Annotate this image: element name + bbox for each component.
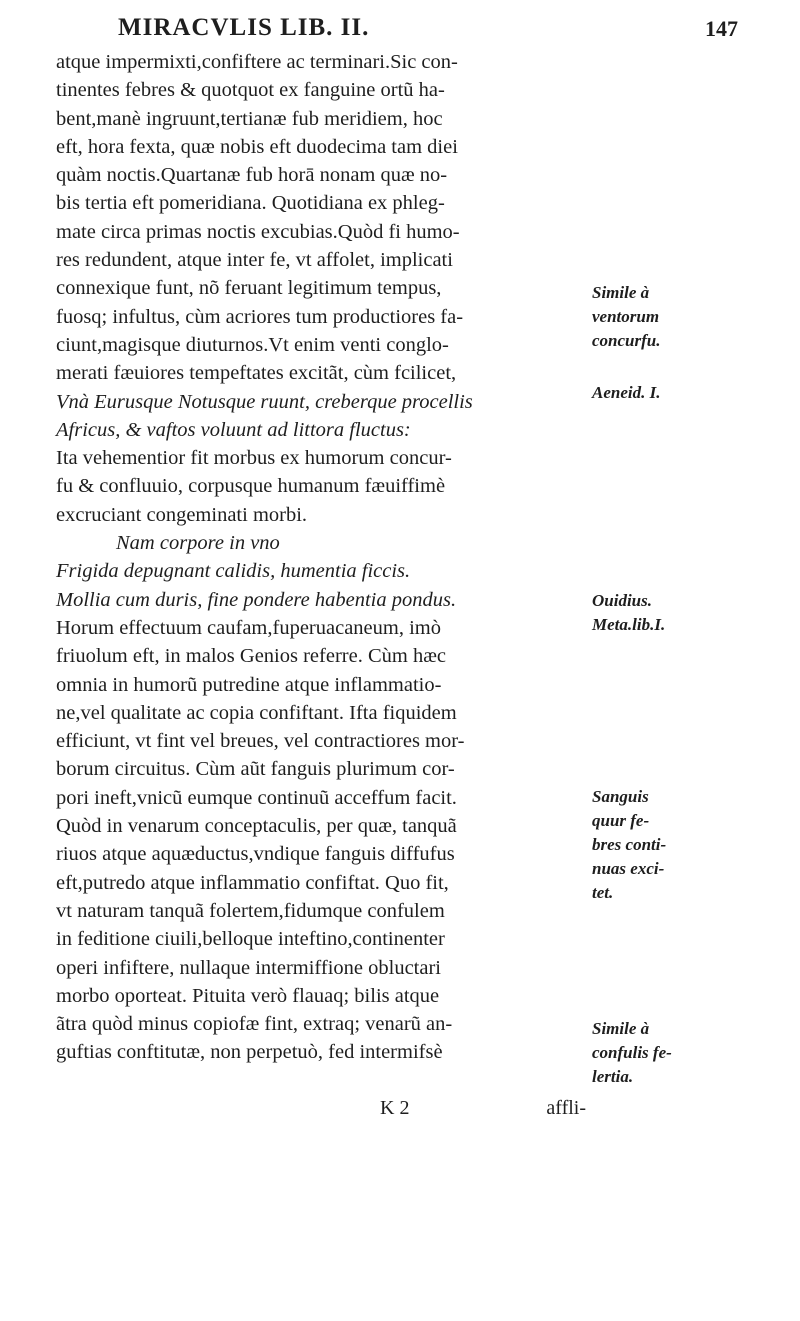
margin-note: bres conti- <box>592 835 667 854</box>
verse-line: Vnà Eurusque Notusque ruunt, creberque procellis <box>56 390 473 413</box>
text-line: bent,manè ingruunt,tertianæ fub meridiem, hoc <box>56 107 443 130</box>
text-line: vt naturam tanquã folertem,fidumque confulem <box>56 899 445 922</box>
margin-note: Ouidius. <box>592 591 652 610</box>
margin-note: ventorum <box>592 307 660 326</box>
text-line: eft,putredo atque inflammatio confiftat. Quo fit, <box>56 871 449 894</box>
margin-note: Simile à <box>592 1019 650 1038</box>
text-line: connexique funt, nõ feruant legitimum tempus, <box>56 277 442 300</box>
text-line: Horum effectuum caufam,fuperuacaneum, imò <box>56 616 441 639</box>
text-line: atque impermixti,confiftere ac terminari.Sic con- <box>56 51 458 73</box>
margin-note: lertia. <box>592 1067 634 1086</box>
margin-note: Aeneid. I. <box>592 383 661 402</box>
running-title: MIRACVLIS LIB. II. <box>118 14 370 41</box>
text-line: guftias conftitutæ, non perpetuò, fed intermifsè <box>56 1041 443 1064</box>
page-number: 147 <box>705 16 738 41</box>
signature-mark: K 2 <box>380 1097 410 1119</box>
text-line: eft, hora fexta, quæ nobis eft duodecima tam diei <box>56 135 458 158</box>
text-line: operi infiftere, nullaque intermiffione obluctari <box>56 956 441 979</box>
text-line: pori ineft,vnicũ eumque continuũ acceffum facit. <box>56 786 457 809</box>
margin-note: Simile à <box>592 283 650 302</box>
text-line: ne,vel qualitate ac copia confiftant. Ifta fiquidem <box>56 701 457 724</box>
margin-note: tet. <box>592 883 614 902</box>
verse-line: Africus, & vaftos voluunt ad littora fluctus: <box>56 418 411 441</box>
margin-note: Meta.lib.I. <box>592 615 666 634</box>
margin-note: quur fe- <box>592 811 650 830</box>
margin-note: confulis fe- <box>592 1043 672 1062</box>
page-header <box>118 14 738 48</box>
text-line: ãtra quòd minus copiofæ fint, extraq; venarũ an- <box>56 1013 453 1036</box>
text-line: fu & confluuio, corpusque humanum fæuiffimè <box>56 475 446 498</box>
text-line: friuolum eft, in malos Genios referre. Cùm hæc <box>56 645 446 668</box>
margin-note: concurfu. <box>592 331 661 350</box>
text-line: res redundent, atque inter fe, vt affolet, implicati <box>56 249 453 272</box>
margin-note: nuas exci- <box>592 859 665 878</box>
page-footer <box>56 1097 586 1125</box>
verse-line: Nam corpore in vno <box>116 532 280 555</box>
text-line: Quòd in venarum conceptaculis, per quæ, tanquã <box>56 815 457 838</box>
text-line: merati fæuiores tempeftates excitãt, cùm fcilicet, <box>56 362 457 385</box>
text-line: tinentes febres & quotquot ex fanguine ortũ ha- <box>56 79 445 102</box>
verse-line: Frigida depugnant calidis, humentia ficcis. <box>56 560 411 583</box>
margin-note: Sanguis <box>592 787 649 806</box>
text-line: efficiunt, vt fint vel breues, vel contractiores mor- <box>56 730 465 753</box>
text-line: borum circuitus. Cùm aũt fanguis plurimum cor- <box>56 758 455 781</box>
text-line: bis tertia eft pomeridiana. Quotidiana ex phleg- <box>56 192 445 215</box>
text-line: Ita vehementior fit morbus ex humorum concur- <box>56 447 452 470</box>
main-text-block <box>56 48 586 1067</box>
text-line: mate circa primas noctis excubias.Quòd fi humo- <box>56 220 460 243</box>
verse-line: Mollia cum duris, fine pondere habentia pondus. <box>56 588 457 611</box>
text-line: quàm noctis.Quartanæ fub horā nonam quæ no- <box>56 164 448 187</box>
text-line: morbo oporteat. Pituita verò flauaq; bilis atque <box>56 984 440 1007</box>
text-line: fuosq; infultus, cùm acriores tum productiores fa- <box>56 305 464 328</box>
text-line: riuos atque aquæductus,vndique fanguis diffufus <box>56 843 455 866</box>
text-line: omnia in humorũ putredine atque inflammatio- <box>56 673 442 696</box>
text-line: ciunt,magisque diuturnos.Vt enim venti conglo- <box>56 333 449 356</box>
catchword: affli- <box>546 1097 586 1119</box>
text-line: excruciant congeminati morbi. <box>56 503 308 526</box>
text-line: in feditione ciuili,belloque inteftino,continenter <box>56 928 445 951</box>
